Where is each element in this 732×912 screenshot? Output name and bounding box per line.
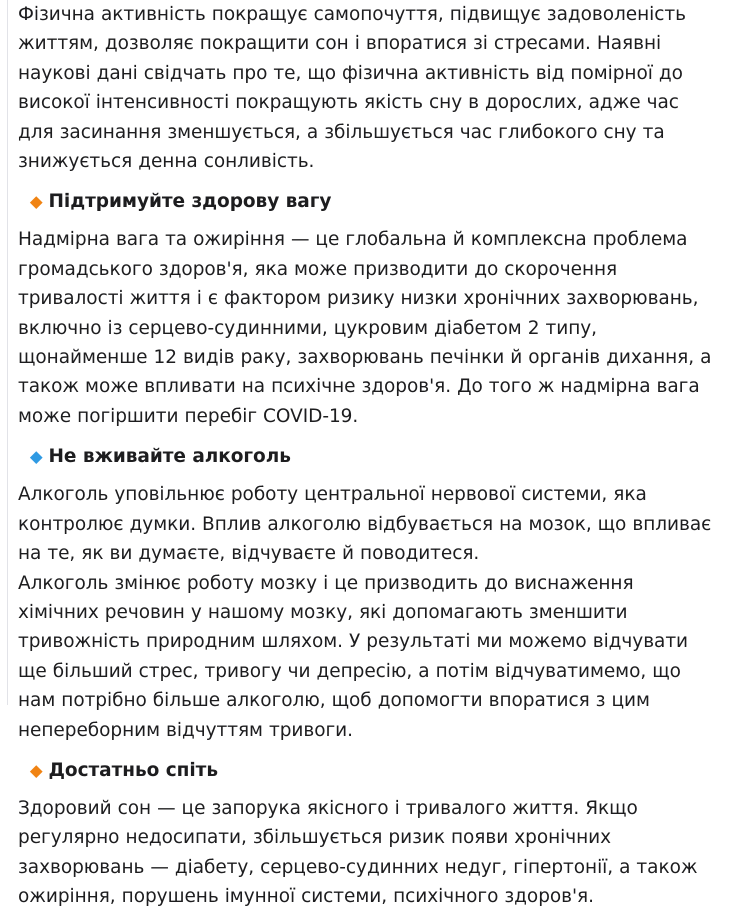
section-heading-enough-sleep (18, 759, 720, 783)
section-enough-sleep (18, 759, 720, 912)
section-heading-label: Достатньо спіть (48, 759, 218, 781)
diamond-bullet-icon (30, 196, 42, 208)
section-paragraph: Алкоголь уповільнює роботу центральної нервової системи, яка контролює думки. Вплив алкоголю відбувається на мозок, що впливає на те, як ви думаєте, відчуваєте й поводитеся. (18, 484, 712, 565)
section-heading-label: Підтримуйте здорову вагу (48, 191, 332, 213)
diamond-bullet-icon (30, 765, 42, 777)
section-no-alcohol (18, 445, 720, 745)
diamond-bullet-icon (30, 451, 42, 463)
section-heading-label: Не вживайте алкоголь (48, 446, 291, 468)
section-paragraph: Надмірна вага та ожиріння — це глобальна й комплексна проблема громадського здоров'я, яка може призводити до скорочення тривалості життя і є фактором ризику низки хронічних захворювань, включно із серцево-судинними, цукровим діабетом 2 типу, щонайменше 12 видів раку, захворювань печінки й органів дихання, а також може впливати на психічне здоров'я. До того ж надмірна вага може погіршити перебіг COVID-19. (18, 229, 712, 427)
section-heading-no-alcohol (18, 445, 720, 469)
section-healthy-weight (18, 190, 720, 431)
intro-paragraph: Фізична активність покращує самопочуття, підвищує задоволеність життям, дозволяє покращити сон і впоратися зі стресами. Наявні наукові дані свідчать про те, що фізична активність від помірної до високої інтенсивності покращують якість сну в дорослих, адже час для засинання зменшується, а збільшується час глибокого сну та знижується денна сонливість. (18, 4, 686, 173)
intro-block (18, 0, 720, 176)
section-paragraph: Здоровий сон — це запорука якісного і тривалого життя. Якщо регулярно недосипати, збільшується ризик появи хронічних захворювань — діабету, серцево-судинних недуг, гіпертонії, а також ожиріння, порушень імунної системи, психічного здоров'я. (18, 797, 698, 908)
section-paragraph: Алкоголь змінює роботу мозку і це призводить до виснаження хімічних речовин у нашому мозку, які допомагають зменшити тривожність природним шляхом. У результаті ми можемо відчувати ще більший стрес, тривогу чи депресію, а потім відчуватимемо, що нам потрібно більше алкоголю, щоб допомогти впоратися з цим непереборним відчуттям тривоги. (18, 572, 689, 741)
section-heading-healthy-weight (18, 190, 720, 214)
